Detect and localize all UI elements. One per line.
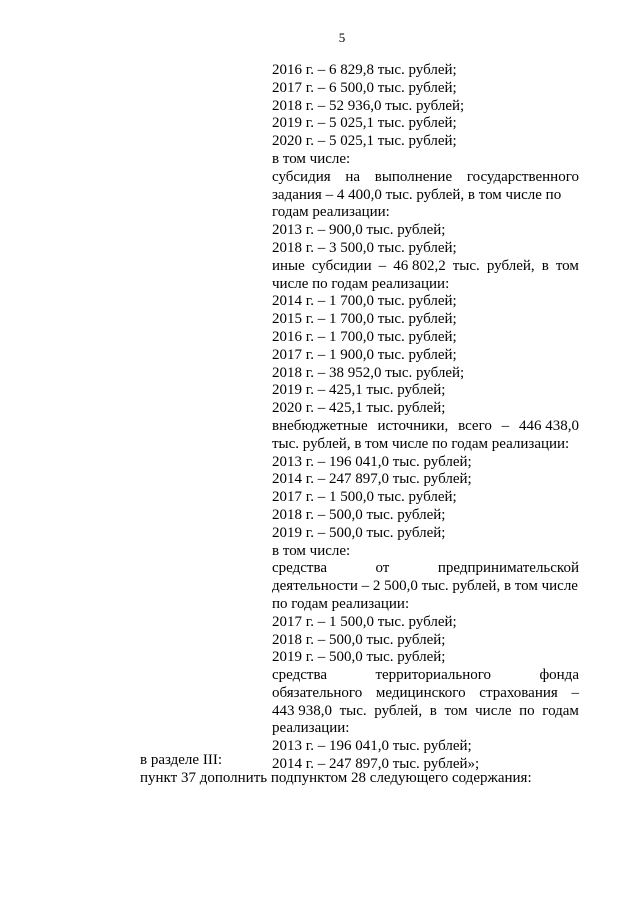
word: государственного	[466, 168, 579, 185]
text-line: деятельности – 2 500,0 тыс. рублей, в том числе	[272, 578, 578, 595]
word: 46 802,2	[393, 257, 446, 274]
text-line: 2014 г. – 1 700,0 тыс. рублей;	[272, 293, 457, 310]
text-line: 2013 г. – 196 041,0 тыс. рублей;	[272, 453, 472, 470]
word: рублей,	[374, 702, 423, 719]
text-line: задания – 4 400,0 тыс. рублей, в том числе по	[272, 186, 562, 203]
text-line: 2018 г. – 52 936,0 тыс. рублей;	[272, 97, 465, 114]
word: по	[519, 702, 535, 719]
text-line: 2017 г. – 1 500,0 тыс. рублей;	[272, 613, 457, 630]
text-line: 2019 г. – 5 025,1 тыс. рублей;	[272, 115, 457, 132]
word: предпринимательской	[437, 560, 579, 577]
word: на	[345, 168, 361, 185]
text-line: 2017 г. – 1 900,0 тыс. рублей;	[272, 346, 457, 363]
word: субсидии	[311, 257, 372, 274]
text-line: 2018 г. – 500,0 тыс. рублей;	[272, 631, 446, 648]
text-line: 2019 г. – 500,0 тыс. рублей;	[272, 524, 446, 541]
word: внебюджетные	[272, 417, 368, 434]
word: годам	[542, 702, 579, 719]
word: в	[429, 702, 437, 719]
justified-line	[272, 169, 579, 187]
text-line: реализации:	[272, 720, 350, 737]
word: всего	[458, 417, 492, 434]
word: том	[555, 257, 579, 274]
word: 446 438,0	[518, 417, 579, 434]
text-line: 2020 г. – 425,1 тыс. рублей;	[272, 400, 446, 417]
word: страхования	[479, 684, 558, 701]
text-line: 2014 г. – 247 897,0 тыс. рублей;	[272, 471, 472, 488]
text-line: 2014 г. – 247 897,0 тыс. рублей»;	[272, 756, 480, 773]
word: –	[571, 684, 579, 701]
page-number: 5	[338, 30, 346, 45]
word: обязательного	[272, 684, 363, 701]
text-line: 2019 г. – 425,1 тыс. рублей;	[272, 382, 446, 399]
text-line: годам реализации:	[272, 204, 390, 221]
item-line: пункт 37 дополнить подпунктом 28 следующего содержания:	[140, 769, 532, 786]
word: от	[375, 560, 390, 577]
text-line: 2013 г. – 900,0 тыс. рублей;	[272, 222, 446, 239]
word: средства	[272, 667, 328, 684]
text-line: 2015 г. – 1 700,0 тыс. рублей;	[272, 311, 457, 328]
justified-line	[272, 258, 579, 276]
word: иные	[272, 257, 305, 274]
text-line: 2017 г. – 6 500,0 тыс. рублей;	[272, 79, 457, 96]
word: источники,	[377, 417, 449, 434]
word: –	[378, 257, 387, 274]
word: –	[501, 417, 510, 434]
word: выполнение	[374, 168, 453, 185]
word: медицинского	[375, 684, 466, 701]
word: числе	[475, 702, 512, 719]
justified-line	[272, 703, 579, 721]
text-line: по годам реализации:	[272, 595, 410, 612]
text-line: тыс. рублей, в том числе по годам реализации:	[272, 435, 570, 452]
text-line: 2018 г. – 38 952,0 тыс. рублей;	[272, 364, 465, 381]
text-line: 2016 г. – 6 829,8 тыс. рублей;	[272, 62, 457, 78]
text-line: 2016 г. – 1 700,0 тыс. рублей;	[272, 328, 457, 345]
text-line: 2018 г. – 3 500,0 тыс. рублей;	[272, 239, 457, 256]
word: 443 938,0	[272, 702, 332, 719]
word: рублей,	[486, 257, 535, 274]
word: территориального	[375, 667, 491, 684]
justified-line	[272, 667, 579, 685]
budget-column	[272, 62, 579, 774]
text-line: 2020 г. – 5 025,1 тыс. рублей;	[272, 133, 457, 150]
word: тыс.	[339, 702, 367, 719]
text-line: 2019 г. – 500,0 тыс. рублей;	[272, 649, 446, 666]
justified-line	[272, 418, 579, 436]
section-line: в разделе III:	[140, 752, 222, 768]
text-line: числе по годам реализации:	[272, 275, 450, 292]
amendment-text	[140, 752, 600, 788]
word: том	[444, 702, 468, 719]
word: субсидия	[272, 168, 331, 185]
text-line: 2018 г. – 500,0 тыс. рублей;	[272, 506, 446, 523]
text-line: 2013 г. – 196 041,0 тыс. рублей;	[272, 738, 472, 755]
word: средства	[272, 560, 328, 577]
justified-line	[272, 560, 579, 578]
text-line: в том числе:	[272, 150, 351, 167]
word: в	[541, 257, 549, 274]
text-line: в том числе:	[272, 542, 351, 559]
justified-line	[272, 685, 579, 703]
word: тыс.	[452, 257, 480, 274]
word: фонда	[539, 667, 579, 684]
text-line: 2017 г. – 1 500,0 тыс. рублей;	[272, 489, 457, 506]
